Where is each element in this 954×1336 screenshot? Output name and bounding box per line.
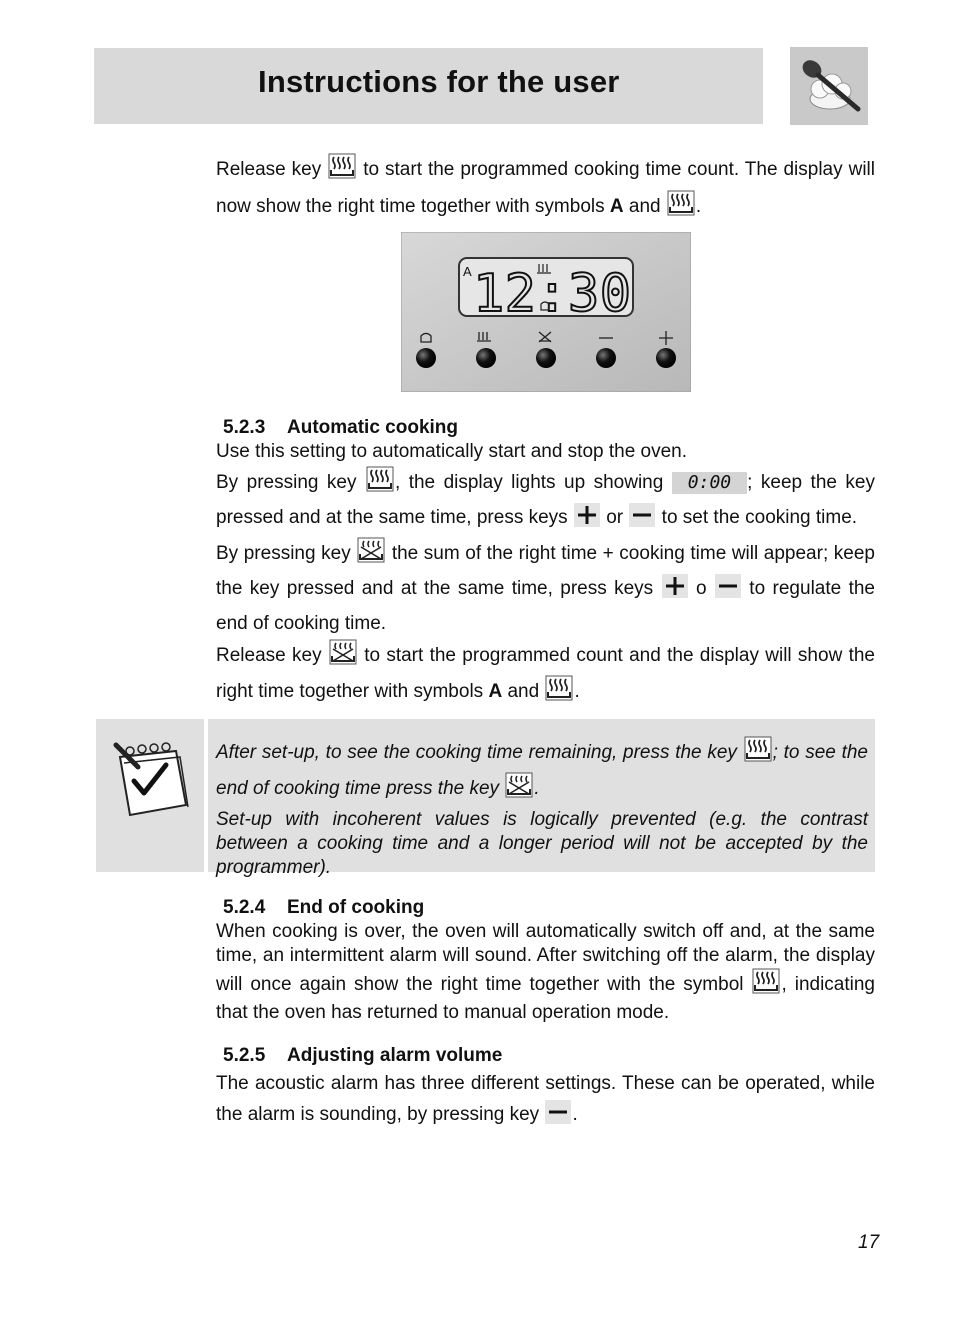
- section-heading-524: [223, 897, 424, 919]
- minus-key-icon: [629, 503, 655, 537]
- end-cooking-key-icon: [505, 772, 533, 808]
- cooking-key-icon: [744, 736, 772, 772]
- text-run: When cooking is over, the oven will automatically switch off and, at the same time, an intermittent alarm will sound. After switching off the alarm, the display will once again show the right time together with the symbol: [216, 921, 875, 995]
- intro-paragraph: [216, 153, 875, 227]
- cooking-key-icon: [366, 466, 394, 502]
- header-bar: [94, 48, 763, 124]
- text-run: and: [623, 196, 666, 217]
- text-run: ; keep the key pressed and at the same time, press keys: [216, 472, 875, 528]
- note-text: [216, 736, 868, 880]
- paragraph: [216, 920, 875, 1025]
- section-524-body: [216, 920, 875, 1025]
- text-run: .: [534, 778, 540, 799]
- symbol-a-label: A: [609, 196, 624, 217]
- section-title: End of cooking: [287, 897, 425, 918]
- text-run: .: [572, 1104, 578, 1125]
- plus-key-icon: [662, 574, 688, 608]
- text-run: Release key: [216, 159, 328, 180]
- text-run: , indicating that the oven has returned to manual operation mode.: [216, 974, 875, 1023]
- chef-hat-spoon-icon: [790, 47, 868, 125]
- svg-text:12:30: 12:30: [473, 264, 631, 324]
- text-run: The acoustic alarm has three different settings. These can be operated, while the alarm is sounding, by pressing key: [216, 1073, 875, 1125]
- text-run: to start the programmed cooking time count. The display will now show the right time together with symbols: [216, 159, 875, 217]
- text-run: After set-up, to see the cooking time remaining, press the key: [216, 742, 743, 763]
- page-title: Instructions for the user: [258, 64, 620, 99]
- text-run: to set the cooking time.: [656, 507, 858, 528]
- section-title: Adjusting alarm volume: [287, 1045, 503, 1066]
- section-title: Automatic cooking: [287, 417, 459, 438]
- paragraph: [216, 1068, 875, 1134]
- programmer-display-panel: [401, 232, 691, 392]
- section-heading-523: [223, 417, 458, 439]
- notepad-check-icon: [96, 719, 204, 872]
- paragraph: [216, 639, 875, 711]
- cooking-key-icon: [328, 153, 356, 190]
- section-number: 5.2.3: [223, 417, 266, 438]
- text-run: to regulate the end of cooking time.: [216, 578, 876, 634]
- end-cooking-key-icon: [357, 537, 385, 573]
- paragraph: [216, 466, 875, 537]
- paragraph: [216, 537, 875, 639]
- cooking-key-icon: [752, 968, 780, 1001]
- page-number: 17: [858, 1232, 880, 1253]
- text-run: By pressing key: [216, 543, 357, 564]
- display-reading: 0:00: [672, 472, 747, 494]
- text-run: .: [695, 196, 702, 217]
- end-cooking-key-icon: [329, 639, 357, 675]
- text-run: the sum of the right time + cooking time will appear; keep the key pressed and at the same time, press keys: [216, 543, 875, 599]
- paragraph: Set-up with incoherent values is logically prevented (e.g. the contrast between a cooking time and a longer period will not be accepted by the programmer).: [216, 809, 868, 878]
- text-run: and: [502, 681, 545, 702]
- note-icon-area: [96, 719, 204, 872]
- section-525-body: [216, 1068, 875, 1134]
- paragraph: Use this setting to automatically start and stop the oven.: [216, 441, 688, 462]
- text-run: ; to see the end of cooking time press the key: [216, 742, 868, 799]
- cooking-key-icon: [545, 675, 573, 711]
- text-run: Release key: [216, 645, 328, 666]
- text-run: or: [600, 507, 629, 528]
- text-run: .: [574, 681, 580, 702]
- paragraph: [216, 736, 868, 808]
- section-number: 5.2.5: [223, 1045, 266, 1066]
- symbol-a-label: A: [488, 681, 503, 702]
- text-run: , the display lights up showing: [394, 472, 672, 493]
- text-run: By pressing key: [216, 472, 365, 493]
- svg-text:A: A: [463, 264, 472, 279]
- section-heading-525: [223, 1045, 502, 1067]
- minus-key-icon: [545, 1100, 571, 1134]
- plus-key-icon: [574, 503, 600, 537]
- cooking-key-icon: [667, 190, 695, 227]
- minus-key-icon: [715, 574, 741, 608]
- section-number: 5.2.4: [223, 897, 266, 918]
- section-523-body: [216, 440, 875, 711]
- text-run: o: [688, 578, 714, 599]
- text-run: to start the programmed count and the display will show the right time together with symbols: [216, 645, 876, 702]
